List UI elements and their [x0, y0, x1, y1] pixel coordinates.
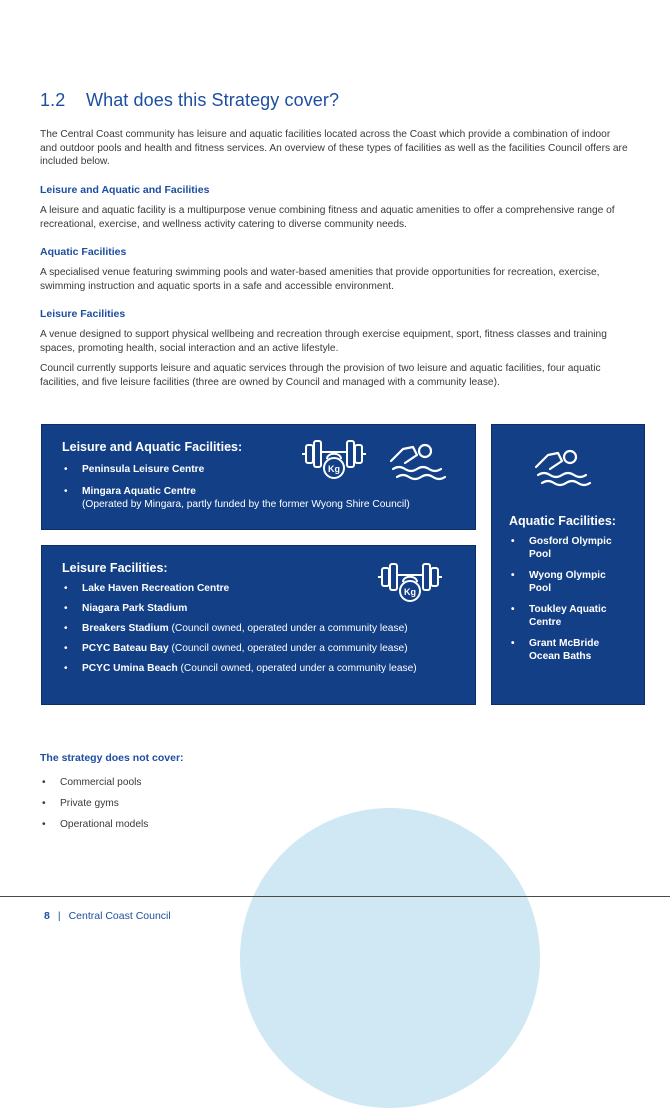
definition-term-leisure: Leisure Facilities: [40, 308, 126, 320]
swimmer-icon: [532, 443, 594, 491]
page-number: 8: [44, 910, 50, 922]
summary-paragraph: Council currently supports leisure and aquatic services through the provision of two leisure and aquatic facilities, four aquatic facilities, and five leisure facilities (three are owned by Council and managed with a community lease).: [40, 363, 601, 388]
aquatic-title: Aquatic Facilities:: [509, 514, 616, 528]
footer-divider: [0, 896, 670, 897]
facility-name: Breakers Stadium: [82, 623, 169, 634]
kettlebell-label: Kg: [328, 464, 340, 474]
facility-name-line2: Centre: [529, 617, 562, 628]
section-number: 1.2: [40, 90, 66, 110]
kettlebell-label: Kg: [404, 587, 416, 597]
facility-note: (Council owned, operated under a community lease): [171, 623, 408, 634]
list-item: • Private gyms: [40, 793, 148, 814]
definition-term-aquatic: Aquatic Facilities: [40, 246, 127, 258]
definition-text-leisure: A venue designed to support physical wellbeing and recreation through exercise equipment, sport, fitness classes and training spaces, promoting health, social interaction and an active lifestyle.: [40, 329, 607, 354]
facility-name: Peninsula Leisure Centre: [82, 464, 205, 475]
list-item: [62, 485, 472, 511]
list-item: [62, 642, 462, 655]
section-title: What does this Strategy cover?: [86, 90, 340, 110]
facility-name-line1: Grant McBride: [529, 638, 600, 649]
list-item: [62, 662, 442, 675]
facility-name: PCYC Bateau Bay: [82, 643, 169, 654]
dumbbell-kettlebell-icon: [300, 435, 368, 481]
list-item: • Operational models: [40, 814, 148, 835]
list-item: • Commercial pools: [40, 772, 148, 793]
facility-name: Niagara Park Stadium: [82, 603, 188, 614]
intro-paragraph: The Central Coast community has leisure and aquatic facilities located across the Coast which provide a combination of indoor and outdoor pools and health and fitness services. An overview of these types of facilities as well as the facilities Council offers are included below.: [40, 129, 628, 168]
definition-term-leisure-aquatic: Leisure and Aquatic and Facilities: [40, 184, 210, 196]
section-heading: [40, 90, 339, 111]
list-item: [509, 603, 639, 629]
footer-org: Central Coast Council: [68, 910, 171, 922]
not-covered-heading: The strategy does not cover:: [40, 752, 184, 764]
footer-separator: |: [57, 910, 61, 922]
leisure-aquatic-box: [41, 424, 476, 530]
aquatic-box: [491, 424, 645, 705]
facility-note: (Operated by Mingara, partly funded by the former Wyong Shire Council): [82, 499, 410, 510]
facility-name: Mingara Aquatic Centre: [82, 486, 196, 497]
facility-name: PCYC Umina Beach: [82, 663, 178, 674]
facility-name-line2: Pool: [529, 583, 552, 594]
facility-name-line1: Wyong Olympic: [529, 570, 606, 581]
dumbbell-kettlebell-icon: [376, 558, 444, 604]
not-covered-list: [40, 772, 148, 835]
facility-name-line2: Pool: [529, 549, 552, 560]
page-footer: [44, 910, 171, 922]
list-item: [509, 637, 639, 663]
leisure-box: [41, 545, 476, 705]
decorative-circle: [240, 808, 540, 1108]
list-item: [509, 569, 639, 595]
swimmer-icon: [387, 437, 449, 485]
definition-text-leisure-aquatic: A leisure and aquatic facility is a multipurpose venue combining fitness and aquatic amenities to offer a comprehensive range of recreational, exercise, and wellness activity catering to diverse community needs.: [40, 205, 615, 230]
definition-text-aquatic: A specialised venue featuring swimming pools and water-based amenities that provide opportunities for recreation, exercise, swimming instruction and aquatic sports in a safe and accessible environment.: [40, 267, 600, 292]
leisure-aquatic-title: Leisure and Aquatic Facilities:: [62, 440, 243, 454]
list-item: [509, 535, 639, 561]
leisure-title: Leisure Facilities:: [62, 561, 168, 575]
facility-name-line2: Ocean Baths: [529, 651, 592, 662]
aquatic-list: [509, 535, 639, 663]
facility-name: Lake Haven Recreation Centre: [82, 583, 230, 594]
list-item: [62, 622, 462, 635]
facility-name-line1: Toukley Aquatic: [529, 604, 607, 615]
facility-name-line1: Gosford Olympic: [529, 536, 612, 547]
facility-note: (Council owned, operated under a community lease): [171, 643, 408, 654]
facility-note: (Council owned, operated under a community lease): [180, 663, 417, 674]
